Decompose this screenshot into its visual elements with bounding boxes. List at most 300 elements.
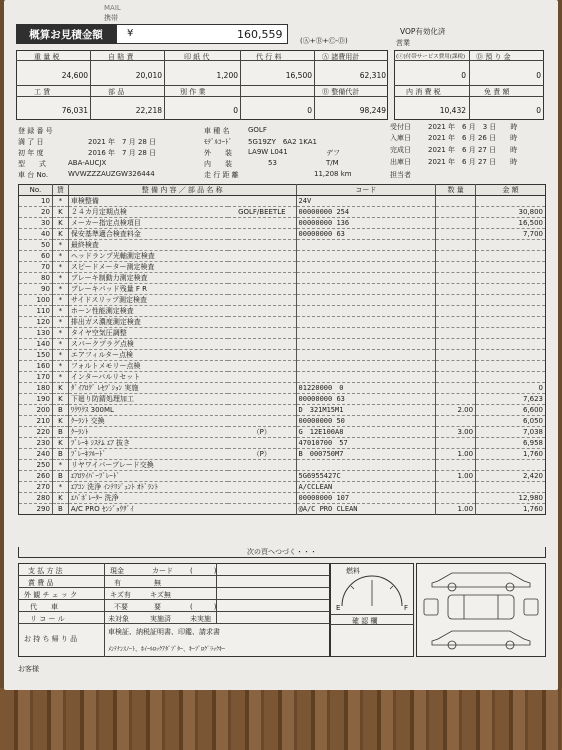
item-spec <box>228 251 296 262</box>
item-no: 180 <box>19 383 53 394</box>
item-code: 00000000 254 <box>296 207 436 218</box>
wood-surface <box>0 688 562 750</box>
labor-label: 工 賃 <box>34 88 51 96</box>
item-spec <box>228 196 296 207</box>
table-row <box>19 394 546 405</box>
col-description: 整 備 内 容 ／ 部 品 名 称 <box>68 185 296 196</box>
item-code: 00000000 50 <box>296 416 436 427</box>
item-description: インターバルリセット <box>68 372 228 383</box>
expiry-label: 満 了 日 <box>18 138 44 146</box>
interior-label: 内 装 <box>204 160 232 168</box>
item-code <box>296 317 436 328</box>
sales-label: 営業 <box>396 39 410 47</box>
item-no: 30 <box>19 218 53 229</box>
loaner-not-needed[interactable]: 不要 <box>114 603 128 611</box>
payment-other: ( ) <box>190 567 217 575</box>
exterior-check-label: 外 観 チ ェ ッ ク <box>24 591 78 599</box>
item-description: 排出ガス濃度測定検査 <box>68 317 228 328</box>
model-type-label: 型 式 <box>18 160 46 168</box>
checkout-label: 出庫日 <box>390 158 411 166</box>
chassis-value: WVWZZZAUZGW326444 <box>68 170 155 178</box>
agency-fee-label: 代 行 料 <box>256 53 282 61</box>
table-row <box>19 405 546 416</box>
received-label: 受付日 <box>390 123 411 131</box>
table-row <box>19 229 546 240</box>
item-spec <box>228 394 296 405</box>
table-header-row <box>19 185 546 196</box>
item-description: エアフィルター点検 <box>68 350 228 361</box>
item-type: B <box>52 405 68 416</box>
item-description: 車検整備 <box>68 196 228 207</box>
deposit-label: Ⓓ 預 り 金 <box>476 53 511 61</box>
item-amount: 2,420 <box>476 471 546 482</box>
table-row <box>19 504 546 515</box>
agency-fee-value: 16,500 <box>285 71 312 80</box>
item-no: 240 <box>19 449 53 460</box>
item-type: B <box>52 427 68 438</box>
item-amount: 12,980 <box>476 493 546 504</box>
takeaway-label: お 持 ち 帰 り 品 <box>24 635 78 643</box>
table-row <box>19 251 546 262</box>
item-type: * <box>52 240 68 251</box>
item-type: K <box>52 416 68 427</box>
item-type: K <box>52 493 68 504</box>
item-code: B 000750M7 <box>296 449 436 460</box>
item-description: ｴｱﾛﾜｲﾊﾟｰﾌﾞﾚｰﾄﾞ <box>68 471 228 482</box>
table-row <box>19 361 546 372</box>
item-no: 50 <box>19 240 53 251</box>
item-spec <box>228 372 296 383</box>
item-no: 260 <box>19 471 53 482</box>
item-amount: 6,600 <box>476 405 546 416</box>
parts-label: 部 品 <box>108 88 125 96</box>
item-code: 00000000 63 <box>296 229 436 240</box>
item-no: 170 <box>19 372 53 383</box>
item-code <box>296 273 436 284</box>
item-code <box>296 350 436 361</box>
item-spec <box>228 218 296 229</box>
item-spec <box>228 240 296 251</box>
item-type: * <box>52 460 68 471</box>
item-qty <box>436 372 476 383</box>
item-spec <box>228 273 296 284</box>
item-no: 20 <box>19 207 53 218</box>
item-description: ブレーキパッド残量 F R <box>68 284 228 295</box>
item-amount: 1,760 <box>476 504 546 515</box>
car-name-label: 車 種 名 <box>204 127 230 135</box>
confirm-label: 確 認 欄 <box>352 617 378 625</box>
table-row <box>19 328 546 339</box>
item-code: 00000000 63 <box>296 394 436 405</box>
item-qty <box>436 383 476 394</box>
stamp-value: 1,200 <box>216 71 238 80</box>
item-code: 47010700 57 <box>296 438 436 449</box>
item-code <box>296 460 436 471</box>
liability-value: 20,010 <box>135 71 162 80</box>
completion-value: 2021 年 6 月 27 日 時 <box>428 146 518 154</box>
table-row <box>19 262 546 273</box>
item-no: 60 <box>19 251 53 262</box>
item-description: ｸｰﾗﾝﾄ 交換 <box>68 416 228 427</box>
other-value: 0 <box>307 106 312 115</box>
item-qty <box>436 460 476 471</box>
fuel-full: F <box>404 604 409 612</box>
item-code <box>296 240 436 251</box>
takeaway-docs: 車検証、納税証明書、印鑑、請求書 <box>108 628 220 636</box>
item-amount <box>476 306 546 317</box>
estimate-title: 概算お見積金額 <box>16 24 116 44</box>
item-description: メーカー指定点検項目 <box>68 218 228 229</box>
item-type: * <box>52 317 68 328</box>
item-code: 24V <box>296 196 436 207</box>
registration-label: 登 録 番 号 <box>18 127 53 135</box>
item-description: 最終検査 <box>68 240 228 251</box>
item-description: ヘッドランプ光軸測定検査 <box>68 251 228 262</box>
expiry-value: 2021 年 7 月 28 日 <box>88 138 157 146</box>
ancillary-fee-value: 0 <box>461 71 466 80</box>
item-description: 保安基準適合検査料金 <box>68 229 228 240</box>
item-spec <box>228 229 296 240</box>
item-qty <box>436 482 476 493</box>
item-spec <box>228 504 296 515</box>
item-amount <box>476 284 546 295</box>
item-spec <box>228 482 296 493</box>
item-qty <box>436 317 476 328</box>
item-type: * <box>52 284 68 295</box>
item-no: 90 <box>19 284 53 295</box>
service-items-table <box>18 184 546 515</box>
item-no: 280 <box>19 493 53 504</box>
item-amount <box>476 328 546 339</box>
table-row <box>19 438 546 449</box>
item-type: * <box>52 196 68 207</box>
item-amount: 0 <box>476 383 546 394</box>
item-qty <box>436 218 476 229</box>
table-row <box>19 350 546 361</box>
table-row <box>19 482 546 493</box>
item-amount <box>476 273 546 284</box>
item-code: A/CCLEAN <box>296 482 436 493</box>
item-no: 10 <box>19 196 53 207</box>
item-no: 210 <box>19 416 53 427</box>
item-qty: 1.00 <box>436 471 476 482</box>
table-row <box>19 372 546 383</box>
recall-not-done[interactable]: 未実施 <box>190 615 211 623</box>
item-qty <box>436 262 476 273</box>
item-qty: 3.00 <box>436 427 476 438</box>
item-description: ｴｱｺﾝ 洗浄 ｲﾝﾃﾘｼﾞｪﾝﾄ ｵﾄﾞﾗﾝﾄ <box>68 482 228 493</box>
item-type: K <box>52 207 68 218</box>
item-description: ２４カ月定期点検 <box>68 207 228 218</box>
item-code <box>296 372 436 383</box>
item-description: フォルトメモリー点検 <box>68 361 228 372</box>
item-description: スピードメーター測定検査 <box>68 262 228 273</box>
deposit-value: 0 <box>536 71 541 80</box>
item-qty <box>436 251 476 262</box>
staff-label: 担当者 <box>390 171 411 179</box>
item-type: * <box>52 361 68 372</box>
item-type: * <box>52 273 68 284</box>
item-no: 80 <box>19 273 53 284</box>
item-qty <box>436 328 476 339</box>
col-qty: 数 量 <box>436 185 476 196</box>
ancillary-fee-label: (ⓒ)付帯サービス費用(課税) <box>396 54 466 60</box>
item-no: 110 <box>19 306 53 317</box>
table-row <box>19 207 546 218</box>
item-description: ﾜｸﾜｸｽ 300ML <box>68 405 228 416</box>
item-rows <box>19 196 546 515</box>
item-code <box>296 262 436 273</box>
extra-work-label: 別 作 業 <box>180 88 206 96</box>
item-type: B <box>52 449 68 460</box>
table-row <box>19 295 546 306</box>
liability-label: 自 賠 責 <box>108 53 134 61</box>
mail-label: MAIL <box>104 4 121 12</box>
payment-cash[interactable]: 現金 <box>110 567 124 575</box>
estimate-total-box <box>116 24 288 44</box>
item-amount <box>476 262 546 273</box>
item-amount <box>476 295 546 306</box>
item-code <box>296 328 436 339</box>
service-total-value: 98,249 <box>359 106 386 115</box>
formula: (Ⓐ+Ⓑ+Ⓒ-Ⓓ) <box>300 37 348 45</box>
item-spec <box>228 284 296 295</box>
checkout-value: 2021 年 6 月 27 日 時 <box>428 158 518 166</box>
item-code <box>296 339 436 350</box>
item-qty: 1.00 <box>436 504 476 515</box>
item-amount: 7,700 <box>476 229 546 240</box>
item-spec <box>228 306 296 317</box>
table-row <box>19 339 546 350</box>
weight-tax-value: 24,600 <box>61 71 88 80</box>
item-amount <box>476 240 546 251</box>
item-spec: （P） <box>228 427 296 438</box>
item-no: 160 <box>19 361 53 372</box>
col-code: コード <box>296 185 436 196</box>
item-qty <box>436 361 476 372</box>
labor-value: 76,031 <box>61 106 88 115</box>
item-code: D 321M15M1 <box>296 405 436 416</box>
item-qty <box>436 350 476 361</box>
loaner-detail: ( ) <box>190 603 217 611</box>
item-amount <box>476 350 546 361</box>
item-type: * <box>52 328 68 339</box>
expenses-total-label: Ⓐ 諸費用計 <box>322 53 360 61</box>
item-code <box>296 295 436 306</box>
item-qty <box>436 273 476 284</box>
model-code-value: 5G19ZY 6A2 1KA1 <box>248 138 317 146</box>
item-description: A/C PRO ｾﾝｼﾞｮｳｻﾞｲ <box>68 504 228 515</box>
item-amount <box>476 251 546 262</box>
item-code <box>296 361 436 372</box>
table-row <box>19 306 546 317</box>
item-amount <box>476 317 546 328</box>
model-type-value: ABA-AUCJX <box>68 159 107 167</box>
checkin-label: 入庫日 <box>390 134 411 142</box>
item-amount <box>476 460 546 471</box>
item-qty <box>436 240 476 251</box>
model-code-label: ﾓﾃﾞﾙｺｰﾄﾞ <box>204 138 232 146</box>
table-row <box>19 416 546 427</box>
item-no: 270 <box>19 482 53 493</box>
item-description: リヤワイパーブレード交換 <box>68 460 228 471</box>
exterior-label: 外 装 <box>204 149 232 157</box>
mileage-label: 走 行 距 離 <box>204 171 239 179</box>
item-description: ホーン性能測定検査 <box>68 306 228 317</box>
item-type: B <box>52 504 68 515</box>
item-description: ブレーキ制動力測定検査 <box>68 273 228 284</box>
deductible-label: 免 責 額 <box>484 88 510 96</box>
item-type: * <box>52 295 68 306</box>
item-no: 230 <box>19 438 53 449</box>
expenses-total-value: 62,310 <box>359 71 386 80</box>
item-code <box>296 284 436 295</box>
item-qty <box>436 284 476 295</box>
fuel-empty: E <box>336 604 341 612</box>
item-qty: 1.00 <box>436 449 476 460</box>
item-description: ｴﾊﾞﾎﾟﾚｰﾀｰ 洗浄 <box>68 493 228 504</box>
item-spec <box>228 295 296 306</box>
takeaway-items: ﾒﾝﾃﾅﾝｽﾉｰﾄ、ﾎｲｰﾙﾛｯｸｱﾀﾞﾌﾟﾀｰ、ｷｰﾌﾟﾛｸﾞﾗｯｸｷｰ <box>108 646 226 653</box>
table-row <box>19 218 546 229</box>
scratch-yes[interactable]: キズ有 <box>110 591 131 599</box>
item-type: * <box>52 482 68 493</box>
item-type: * <box>52 262 68 273</box>
item-description: ｸｰﾗﾝﾄ <box>68 427 228 438</box>
first-reg-label: 初 年 度 <box>18 149 44 157</box>
estimate-total: 160,559 <box>237 28 283 41</box>
goods-yes[interactable]: 有 <box>114 579 121 587</box>
item-type: B <box>52 471 68 482</box>
item-no: 120 <box>19 317 53 328</box>
car-name-value: GOLF <box>248 126 267 134</box>
transmission-label: T/M <box>326 159 339 167</box>
diff-label: デフ <box>326 149 340 157</box>
item-type: * <box>52 306 68 317</box>
item-amount <box>476 361 546 372</box>
scratch-no[interactable]: キズ無 <box>150 591 171 599</box>
payment-label: 支 払 方 法 <box>28 567 63 575</box>
item-qty <box>436 339 476 350</box>
item-amount <box>476 372 546 383</box>
item-no: 190 <box>19 394 53 405</box>
checkin-value: 2021 年 6 月 26 日 時 <box>428 134 518 142</box>
completion-label: 完成日 <box>390 146 411 154</box>
item-spec <box>228 339 296 350</box>
item-qty <box>436 438 476 449</box>
first-reg-value: 2016 年 7 月 28 日 <box>88 149 157 157</box>
item-code: 00000000 136 <box>296 218 436 229</box>
item-amount: 1,760 <box>476 449 546 460</box>
fuel-label: 燃料 <box>346 567 360 575</box>
item-type: * <box>52 350 68 361</box>
currency-symbol: ¥ <box>127 28 134 39</box>
item-description: タイヤ空気圧調整 <box>68 328 228 339</box>
mileage-value: 11,208 km <box>314 170 352 178</box>
item-no: 290 <box>19 504 53 515</box>
item-spec <box>228 317 296 328</box>
item-no: 130 <box>19 328 53 339</box>
service-total-label: Ⓑ 整備代計 <box>322 88 360 96</box>
mobile-label: 携帯 <box>104 14 118 22</box>
item-qty <box>436 416 476 427</box>
item-no: 40 <box>19 229 53 240</box>
item-qty <box>436 493 476 504</box>
table-row <box>19 471 546 482</box>
item-type: K <box>52 229 68 240</box>
recall-done[interactable]: 実施済 <box>150 615 171 623</box>
item-no: 100 <box>19 295 53 306</box>
exterior-value: LA9W L041 <box>248 148 288 156</box>
item-code: G 12E100A8 <box>296 427 436 438</box>
item-no: 220 <box>19 427 53 438</box>
parts-value: 22,218 <box>135 106 162 115</box>
item-type: * <box>52 372 68 383</box>
received-value: 2021 年 6 月 3 日 時 <box>428 123 518 131</box>
item-type: * <box>52 251 68 262</box>
extra-work-value: 0 <box>233 106 238 115</box>
recall-not-target[interactable]: 未対象 <box>108 615 129 623</box>
item-amount <box>476 196 546 207</box>
item-description: 下廻り防錆処理加工 <box>68 394 228 405</box>
loaner-label: 代 車 <box>30 603 58 611</box>
item-amount: 7,038 <box>476 427 546 438</box>
item-type: K <box>52 394 68 405</box>
item-qty <box>436 394 476 405</box>
table-row <box>19 427 546 438</box>
item-qty <box>436 196 476 207</box>
deductible-value: 0 <box>536 106 541 115</box>
item-spec <box>228 493 296 504</box>
item-amount: 16,500 <box>476 218 546 229</box>
item-code: @A/C PRO CLEAN <box>296 504 436 515</box>
item-code: 01220000 0 <box>296 383 436 394</box>
item-no: 140 <box>19 339 53 350</box>
table-row <box>19 273 546 284</box>
payment-card[interactable]: カード <box>152 567 173 575</box>
item-no: 250 <box>19 460 53 471</box>
loaner-needed[interactable]: 要 <box>154 603 161 611</box>
col-type: 賃 <box>52 185 68 196</box>
item-spec <box>228 438 296 449</box>
item-spec <box>228 328 296 339</box>
item-qty: 2.00 <box>436 405 476 416</box>
item-no: 150 <box>19 350 53 361</box>
vop-status: VOP有効化済 <box>400 27 446 36</box>
item-spec <box>228 471 296 482</box>
item-amount <box>476 482 546 493</box>
goods-no[interactable]: 無 <box>154 579 161 587</box>
item-amount: 7,623 <box>476 394 546 405</box>
weight-tax-label: 重 量 税 <box>34 53 60 61</box>
consumption-tax-value: 10,432 <box>439 106 466 115</box>
item-no: 70 <box>19 262 53 273</box>
fuel-gauge <box>334 574 410 610</box>
item-amount: 30,800 <box>476 207 546 218</box>
item-qty <box>436 207 476 218</box>
item-amount: 6,958 <box>476 438 546 449</box>
goods-label: 賞 費 品 <box>28 579 54 587</box>
table-row <box>19 317 546 328</box>
interior-value: 53 <box>268 159 277 167</box>
continued-note: 次の頁へつづく・・・ <box>18 547 546 558</box>
col-amount: 金 額 <box>476 185 546 196</box>
item-spec <box>228 405 296 416</box>
recall-label: リ コ ー ル <box>30 615 65 623</box>
item-spec: GOLF/BEETLE <box>228 207 296 218</box>
item-spec <box>228 460 296 471</box>
table-row <box>19 449 546 460</box>
